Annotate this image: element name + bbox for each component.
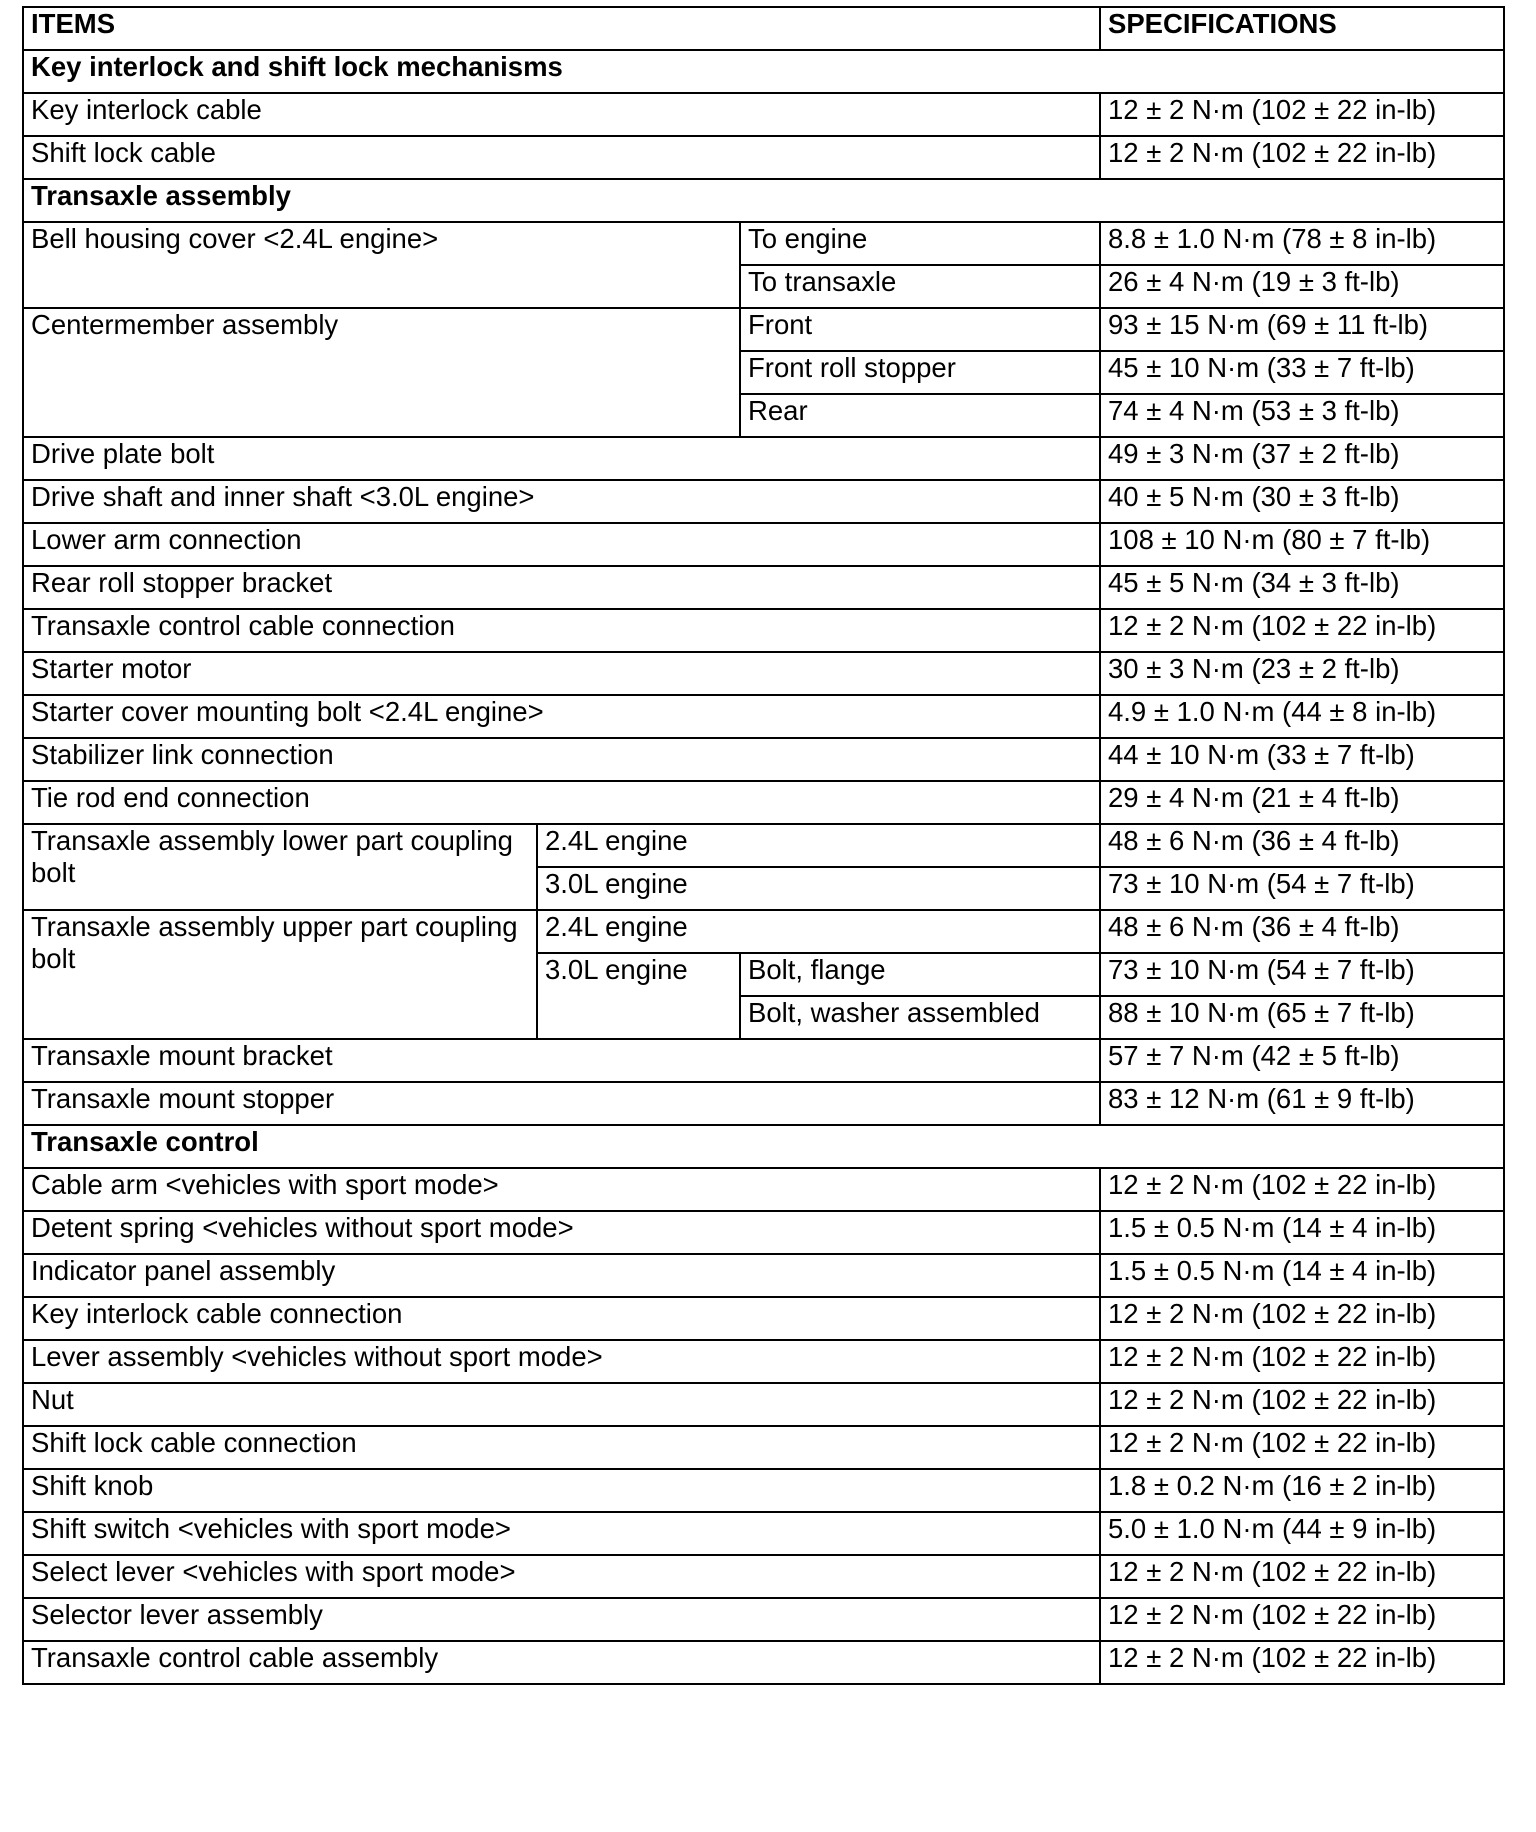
item-cell: Drive plate bolt: [23, 437, 1100, 480]
item-cell: Detent spring <vehicles without sport mode>: [23, 1211, 1100, 1254]
table-row: [23, 1641, 1504, 1684]
spec-cell: 49 ± 3 N·m (37 ± 2 ft-lb): [1100, 437, 1504, 480]
item-cell: Key interlock cable: [23, 93, 1100, 136]
sub-item-cell: To engine: [740, 222, 1100, 265]
table-row: [23, 566, 1504, 609]
item-cell: Shift knob: [23, 1469, 1100, 1512]
item-cell: Transaxle mount stopper: [23, 1082, 1100, 1125]
spec-cell: 45 ± 10 N·m (33 ± 7 ft-lb): [1100, 351, 1504, 394]
spec-cell: 12 ± 2 N·m (102 ± 22 in-lb): [1100, 1555, 1504, 1598]
spec-cell: 30 ± 3 N·m (23 ± 2 ft-lb): [1100, 652, 1504, 695]
item-cell: Select lever <vehicles with sport mode>: [23, 1555, 1100, 1598]
table-row: [23, 1039, 1504, 1082]
spec-table-body: [23, 7, 1504, 1684]
item-cell: Lower arm connection: [23, 523, 1100, 566]
table-row: [23, 1555, 1504, 1598]
item-cell: Bell housing cover <2.4L engine>: [23, 222, 740, 308]
sub-item-cell: Rear: [740, 394, 1100, 437]
table-row: [23, 93, 1504, 136]
item-cell: Transaxle control cable assembly: [23, 1641, 1100, 1684]
spec-cell: 12 ± 2 N·m (102 ± 22 in-lb): [1100, 609, 1504, 652]
item-cell: Shift switch <vehicles with sport mode>: [23, 1512, 1100, 1555]
table-row: [23, 824, 1504, 867]
table-row: [23, 1426, 1504, 1469]
spec-cell: 40 ± 5 N·m (30 ± 3 ft-lb): [1100, 480, 1504, 523]
section-title: Key interlock and shift lock mechanisms: [23, 50, 1504, 93]
spec-cell: 12 ± 2 N·m (102 ± 22 in-lb): [1100, 1168, 1504, 1211]
torque-spec-table: [22, 6, 1505, 1685]
item-cell: Key interlock cable connection: [23, 1297, 1100, 1340]
table-row: [23, 1082, 1504, 1125]
spec-cell: 73 ± 10 N·m (54 ± 7 ft-lb): [1100, 867, 1504, 910]
sub-item-cell: Front: [740, 308, 1100, 351]
spec-cell: 12 ± 2 N·m (102 ± 22 in-lb): [1100, 1340, 1504, 1383]
item-cell: Transaxle assembly lower part coupling bolt: [23, 824, 537, 910]
spec-cell: 4.9 ± 1.0 N·m (44 ± 8 in-lb): [1100, 695, 1504, 738]
table-row: [23, 1598, 1504, 1641]
table-row: [23, 910, 1504, 953]
section-title: Transaxle assembly: [23, 179, 1504, 222]
spec-cell: 5.0 ± 1.0 N·m (44 ± 9 in-lb): [1100, 1512, 1504, 1555]
sub-item-cell: To transaxle: [740, 265, 1100, 308]
spec-cell: 44 ± 10 N·m (33 ± 7 ft-lb): [1100, 738, 1504, 781]
spec-cell: 108 ± 10 N·m (80 ± 7 ft-lb): [1100, 523, 1504, 566]
table-row: [23, 695, 1504, 738]
spec-cell: 88 ± 10 N·m (65 ± 7 ft-lb): [1100, 996, 1504, 1039]
sub-item-cell: Bolt, washer assembled: [740, 996, 1100, 1039]
sub-item-cell: Bolt, flange: [740, 953, 1100, 996]
item-cell: Transaxle assembly upper part coupling bolt: [23, 910, 537, 1039]
header-row: [23, 7, 1504, 50]
engine-cell: 2.4L engine: [537, 824, 1100, 867]
spec-cell: 73 ± 10 N·m (54 ± 7 ft-lb): [1100, 953, 1504, 996]
table-row: [23, 609, 1504, 652]
spec-cell: 29 ± 4 N·m (21 ± 4 ft-lb): [1100, 781, 1504, 824]
table-row: [23, 1383, 1504, 1426]
spec-cell: 12 ± 2 N·m (102 ± 22 in-lb): [1100, 1598, 1504, 1641]
spec-cell: 74 ± 4 N·m (53 ± 3 ft-lb): [1100, 394, 1504, 437]
spec-cell: 57 ± 7 N·m (42 ± 5 ft-lb): [1100, 1039, 1504, 1082]
spec-cell: 26 ± 4 N·m (19 ± 3 ft-lb): [1100, 265, 1504, 308]
table-row: [23, 738, 1504, 781]
table-row: [23, 222, 1504, 265]
item-cell: Cable arm <vehicles with sport mode>: [23, 1168, 1100, 1211]
engine-cell: 3.0L engine: [537, 953, 740, 1039]
spec-cell: 93 ± 15 N·m (69 ± 11 ft-lb): [1100, 308, 1504, 351]
table-row: [23, 308, 1504, 351]
item-cell: Stabilizer link connection: [23, 738, 1100, 781]
item-cell: Starter cover mounting bolt <2.4L engine>: [23, 695, 1100, 738]
spec-cell: 12 ± 2 N·m (102 ± 22 in-lb): [1100, 136, 1504, 179]
spec-cell: 83 ± 12 N·m (61 ± 9 ft-lb): [1100, 1082, 1504, 1125]
specifications-header: SPECIFICATIONS: [1100, 7, 1504, 50]
sub-item-cell: Front roll stopper: [740, 351, 1100, 394]
spec-cell: 12 ± 2 N·m (102 ± 22 in-lb): [1100, 1383, 1504, 1426]
table-row: [23, 437, 1504, 480]
table-row: [23, 480, 1504, 523]
item-cell: Drive shaft and inner shaft <3.0L engine>: [23, 480, 1100, 523]
table-row: [23, 136, 1504, 179]
items-header: ITEMS: [23, 7, 1100, 50]
item-cell: Starter motor: [23, 652, 1100, 695]
spec-cell: 12 ± 2 N·m (102 ± 22 in-lb): [1100, 1297, 1504, 1340]
section-title: Transaxle control: [23, 1125, 1504, 1168]
table-row: [23, 1297, 1504, 1340]
table-row: [23, 1254, 1504, 1297]
table-row: [23, 781, 1504, 824]
item-cell: Transaxle control cable connection: [23, 609, 1100, 652]
table-row: [23, 1211, 1504, 1254]
spec-cell: 48 ± 6 N·m (36 ± 4 ft-lb): [1100, 824, 1504, 867]
section-row: [23, 1125, 1504, 1168]
section-row: [23, 179, 1504, 222]
spec-cell: 1.8 ± 0.2 N·m (16 ± 2 in-lb): [1100, 1469, 1504, 1512]
item-cell: Transaxle mount bracket: [23, 1039, 1100, 1082]
spec-cell: 1.5 ± 0.5 N·m (14 ± 4 in-lb): [1100, 1254, 1504, 1297]
item-cell: Rear roll stopper bracket: [23, 566, 1100, 609]
table-row: [23, 652, 1504, 695]
spec-cell: 45 ± 5 N·m (34 ± 3 ft-lb): [1100, 566, 1504, 609]
section-row: [23, 50, 1504, 93]
table-row: [23, 523, 1504, 566]
item-cell: Indicator panel assembly: [23, 1254, 1100, 1297]
spec-cell: 12 ± 2 N·m (102 ± 22 in-lb): [1100, 93, 1504, 136]
spec-cell: 12 ± 2 N·m (102 ± 22 in-lb): [1100, 1641, 1504, 1684]
engine-cell: 2.4L engine: [537, 910, 1100, 953]
item-cell: Selector lever assembly: [23, 1598, 1100, 1641]
table-row: [23, 1469, 1504, 1512]
spec-cell: 8.8 ± 1.0 N·m (78 ± 8 in-lb): [1100, 222, 1504, 265]
spec-cell: 12 ± 2 N·m (102 ± 22 in-lb): [1100, 1426, 1504, 1469]
spec-cell: 1.5 ± 0.5 N·m (14 ± 4 in-lb): [1100, 1211, 1504, 1254]
table-row: [23, 1340, 1504, 1383]
table-row: [23, 1168, 1504, 1211]
spec-cell: 48 ± 6 N·m (36 ± 4 ft-lb): [1100, 910, 1504, 953]
item-cell: Tie rod end connection: [23, 781, 1100, 824]
item-cell: Nut: [23, 1383, 1100, 1426]
item-cell: Shift lock cable connection: [23, 1426, 1100, 1469]
item-cell: Lever assembly <vehicles without sport mode>: [23, 1340, 1100, 1383]
table-row: [23, 1512, 1504, 1555]
item-cell: Shift lock cable: [23, 136, 1100, 179]
item-cell: Centermember assembly: [23, 308, 740, 437]
engine-cell: 3.0L engine: [537, 867, 1100, 910]
